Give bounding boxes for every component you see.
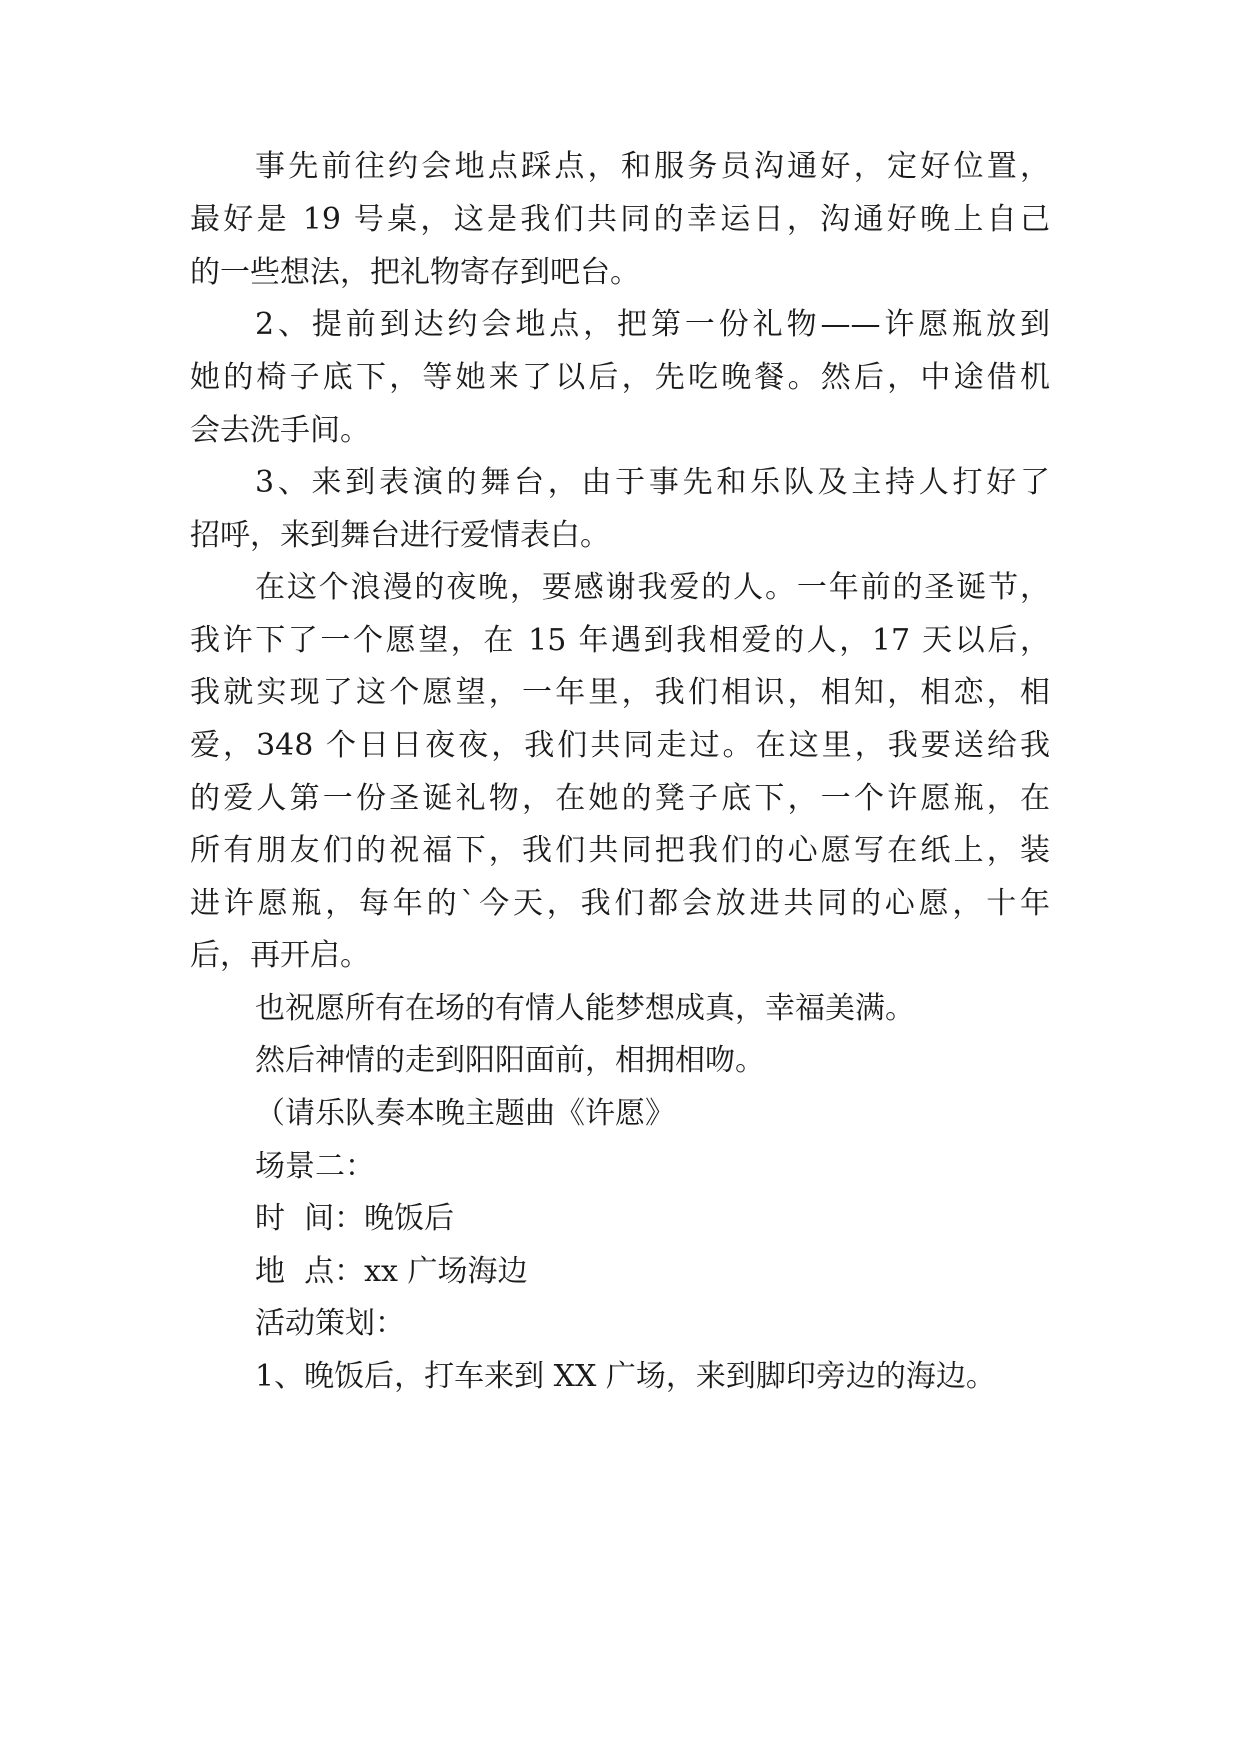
text-line-13: 的爱人第一份圣诞礼物，在她的凳子底下，一个许愿瓶，在 [190,781,1050,816]
text-line-7: 3、来到表演的舞台，由于事先和乐队及主持人打好了 [255,465,1050,500]
text-line-3: 的一些想法，把礼物寄存到吧台。 [190,255,640,290]
text-line-18: 然后神情的走到阳阳面前，相拥相吻。 [255,1043,765,1078]
text-line-20: 场景二： [255,1149,375,1184]
text-line-9: 在这个浪漫的夜晚，要感谢我爱的人。一年前的圣诞节， [255,570,1050,605]
text-line-5: 她的椅子底下，等她来了以后，先吃晚餐。然后，中途借机 [190,360,1050,395]
text-line-16: 后，再开启。 [190,938,370,973]
text-line-1: 事先前往约会地点踩点，和服务员沟通好，定好位置， [255,149,1050,184]
text-line-4: 2、提前到达约会地点，把第一份礼物——许愿瓶放到 [255,307,1050,342]
text-line-19: （请乐队奏本晚主题曲《许愿》 [255,1096,675,1131]
text-line-8: 招呼，来到舞台进行爱情表白。 [190,518,610,553]
text-line-21: 时 间：晚饭后 [255,1201,455,1236]
text-line-17: 也祝愿所有在场的有情人能梦想成真，幸福美满。 [255,991,915,1026]
text-line-14: 所有朋友们的祝福下，我们共同把我们的心愿写在纸上，装 [190,833,1050,868]
text-line-22: 地 点：xx 广场海边 [255,1254,528,1289]
text-line-24: 1、晚饭后，打车来到 XX 广场，来到脚印旁边的海边。 [255,1359,996,1394]
text-line-23: 活动策划： [255,1306,405,1341]
text-line-15: 进许愿瓶，每年的`今天，我们都会放进共同的心愿，十年 [190,886,1050,921]
text-line-2: 最好是 19 号桌，这是我们共同的幸运日，沟通好晚上自己 [190,202,1050,237]
text-line-10: 我许下了一个愿望，在 15 年遇到我相爱的人，17 天以后， [190,623,1050,658]
text-line-6: 会去洗手间。 [190,413,370,448]
text-line-11: 我就实现了这个愿望，一年里，我们相识，相知，相恋，相 [190,675,1050,710]
text-line-12: 爱，348 个日日夜夜，我们共同走过。在这里，我要送给我 [190,728,1050,763]
